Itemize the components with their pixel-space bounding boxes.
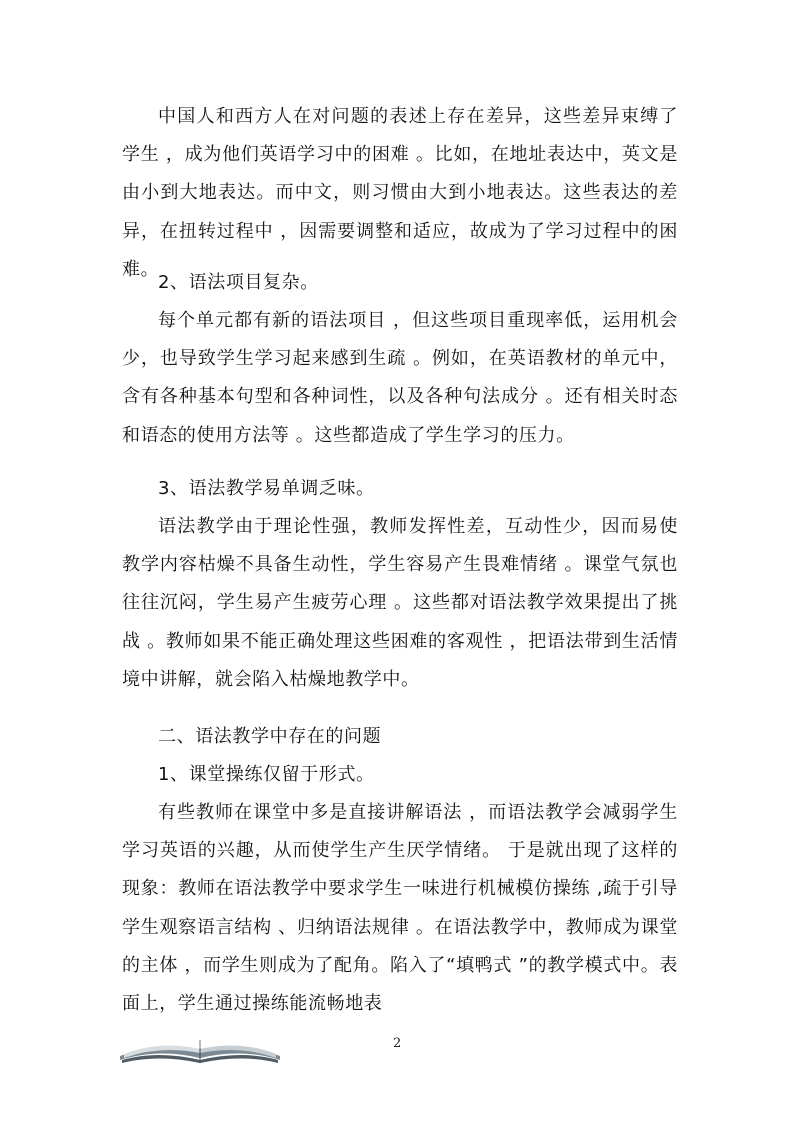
heading-grammar-monotonous: 3、语法教学易单调乏味。 (158, 478, 375, 499)
paragraph-2: 每个单元都有新的语法项目 ，但这些项目重现率低，运用机会少，也导致学生学习起来感到生疏 。例如，在英语教材的单元中，含有各种基本句型和各种词性，以及各种句法成分 。还有相关时态和语态的使用方法等 。这些都造成了学生学习的压力。 (122, 310, 678, 446)
open-book-icon (118, 1036, 282, 1066)
paragraph-1: 中国人和西方人在对问题的表述上存在差异，这些差异束缚了学生 ，成为他们英语学习中的困难 。比如，在地址表达中，英文是由小到大地表达。而中文，则习惯由大到小地表达。这些表达的差异，在扭转过程中 ，因需要调整和适应，故成为了学习过程中的困难。 (122, 106, 678, 280)
heading-grammar-items: 2、语法项目复杂。 (158, 272, 319, 293)
heading-practice-form: 1、课堂操练仅留于形式。 (158, 764, 375, 785)
page-number: 2 (393, 1036, 402, 1051)
paragraph-3: 语法教学由于理论性强，教师发挥性差，互动性少，因而易使教学内容枯燥不具备生动性，学生容易产生畏难情绪 。课堂气氛也往往沉闷，学生易产生疲劳心理 。这些都对语法教学效果提出了挑战 。教师如果不能正确处理这些困难的客观性 ，把语法带到生活情境中讲解，就会陷入枯燥地教学中。 (122, 516, 678, 690)
section-heading-problems: 二、语法教学中存在的问题 (158, 726, 382, 747)
paragraph-4: 有些教师在课堂中多是直接讲解语法 ，而语法教学会减弱学生学习英语的兴趣，从而使学生产生厌学情绪。 于是就出现了这样的现象：教师在语法教学中要求学生一味进行机械模仿操练 ,疏于引导学生观察语言结构 、归纳语法规律 。在语法教学中，教师成为课堂的主体 ，而学生则成为了配角。陷入了“填鸭式 ”的教学模式中。表面上，学生通过操练能流畅地表 (122, 802, 678, 1015)
